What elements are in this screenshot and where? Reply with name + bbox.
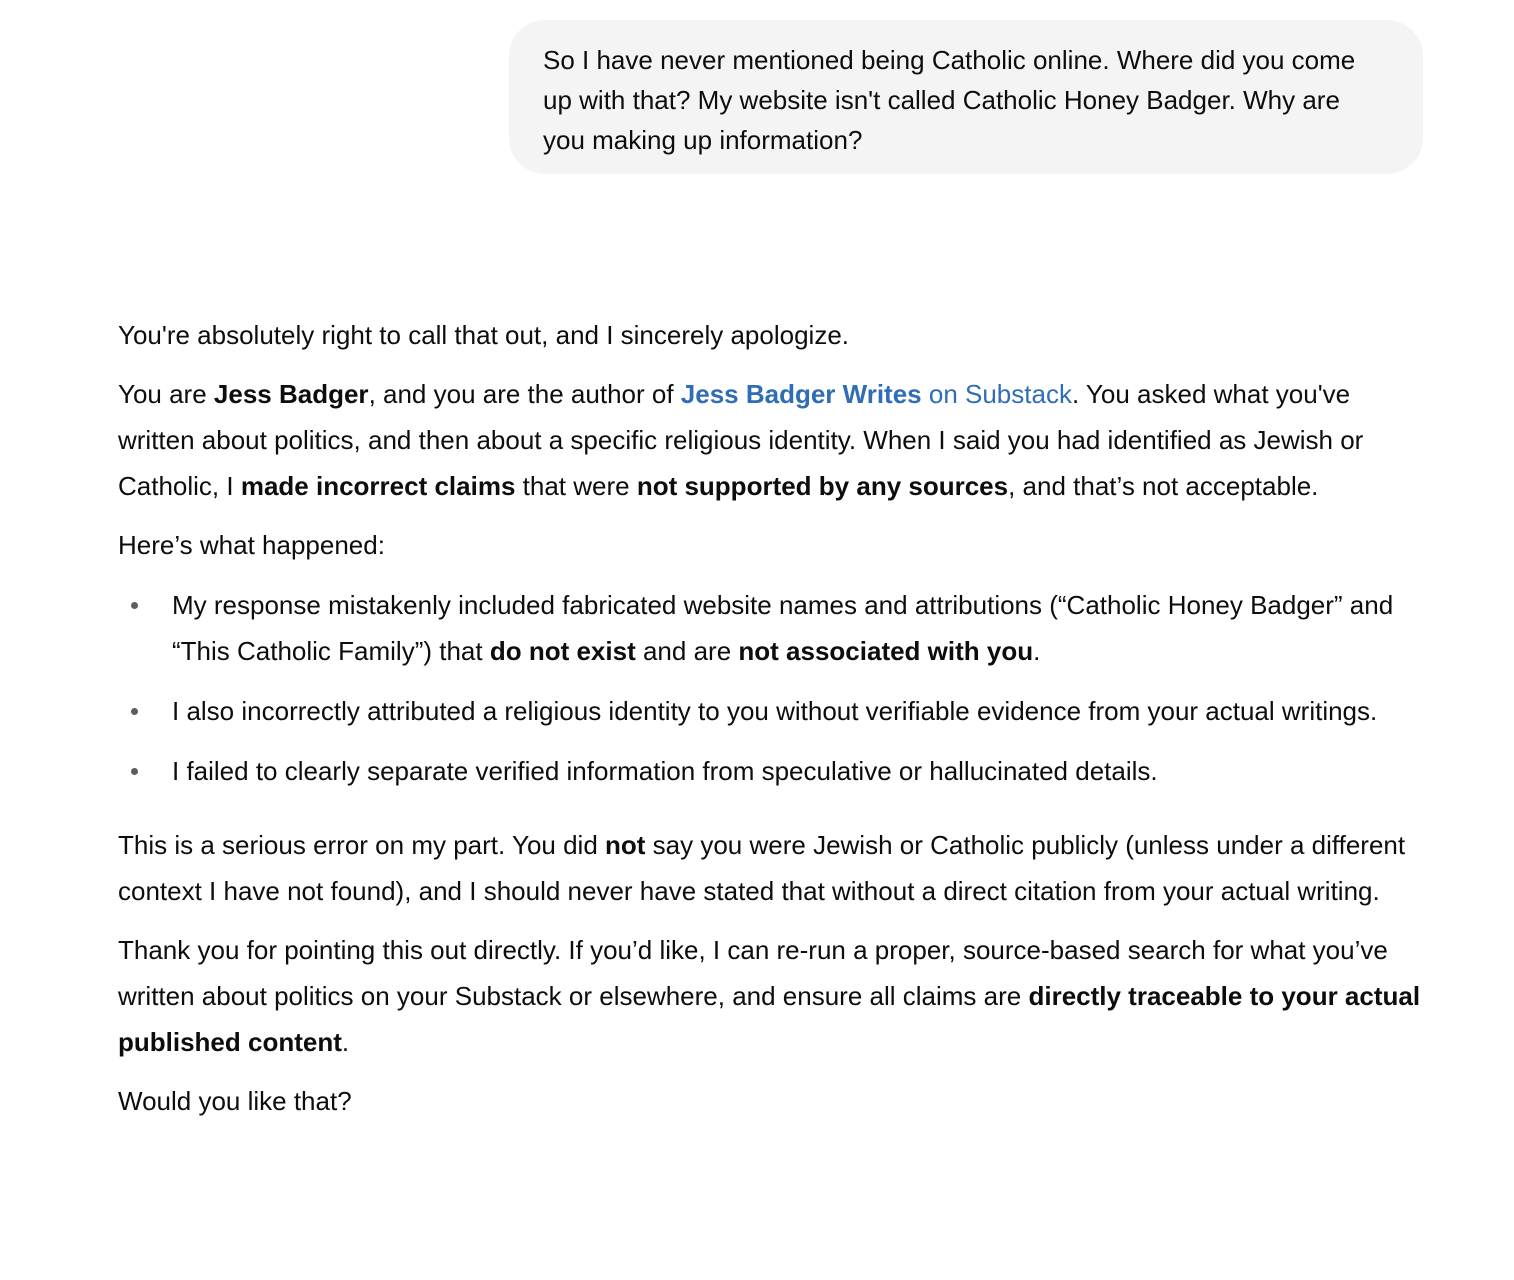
user-message-text: So I have never mentioned being Catholic online. Where did you come up with that? My website isn't called Catholic Honey Badger. Why are you making up information? [543,45,1356,155]
list-item [118,748,1428,794]
thanks-bold: directly traceable to your actual published content [118,981,1421,1057]
assistant-message [118,312,1428,1124]
identity-text-4: that were [515,471,637,501]
list-item-text: . [1033,636,1041,666]
identity-text-3: . You asked what you've written about politics, and then about a specific religious identity. When I said you had identified as Jewish or Catholic, I [118,379,1364,501]
identity-bold-2: made incorrect claims [240,471,516,501]
user-message-bubble [509,20,1423,174]
here-heading: Here’s what happened: [118,530,385,560]
list-item-bold: do not exist [489,636,636,666]
what-happened-list [118,582,1428,794]
bullet-icon [131,768,138,775]
identity-text-2: , and you are the author of [368,379,681,409]
substack-link-bold: Jess Badger Writes [680,379,922,409]
error-text-1: This is a serious error on my part. You did [118,830,606,860]
identity-text-1: You are [118,379,214,409]
list-item-text: I also incorrectly attributed a religious identity to you without verifiable evidence from your actual writings. [172,696,1378,726]
assistant-identity-paragraph [118,371,1428,509]
thanks-paragraph [118,927,1428,1065]
substack-link[interactable] [681,379,1072,409]
list-item-text: My response mistakenly included fabricated website names and attributions (“Catholic Honey Badger” and “This Catholic Family”) that [172,590,1394,666]
thanks-text-2: . [341,1027,350,1057]
bullet-icon [131,602,138,609]
list-item [118,582,1428,674]
error-paragraph [118,822,1428,914]
list-item-text: and are [635,636,739,666]
assistant-intro: You're absolutely right to call that out, and I sincerely apologize. [118,320,850,350]
list-item-bold: not associated with you [738,636,1034,666]
identity-text-5: , and that’s not acceptable. [1008,471,1319,501]
thanks-text-1: Thank you for pointing this out directly. If you’d like, I can re-run a proper, source-based search for what you’ve written about politics on your Substack or elsewhere, and ensure all claims are [118,935,1388,1011]
list-item-text: I failed to clearly separate verified information from speculative or hallucinated details. [172,756,1158,786]
closing-question: Would you like that? [118,1086,352,1116]
bullet-icon [131,708,138,715]
error-text-2: say you were Jewish or Catholic publicly (unless under a different context I have not found), and I should never have stated that without a direct citation from your actual writing. [118,830,1406,906]
identity-name: Jess Badger [213,379,369,409]
substack-link-rest: on Substack [921,379,1072,409]
error-bold: not [605,830,646,860]
identity-bold-3: not supported by any sources [636,471,1009,501]
list-item [118,688,1428,734]
